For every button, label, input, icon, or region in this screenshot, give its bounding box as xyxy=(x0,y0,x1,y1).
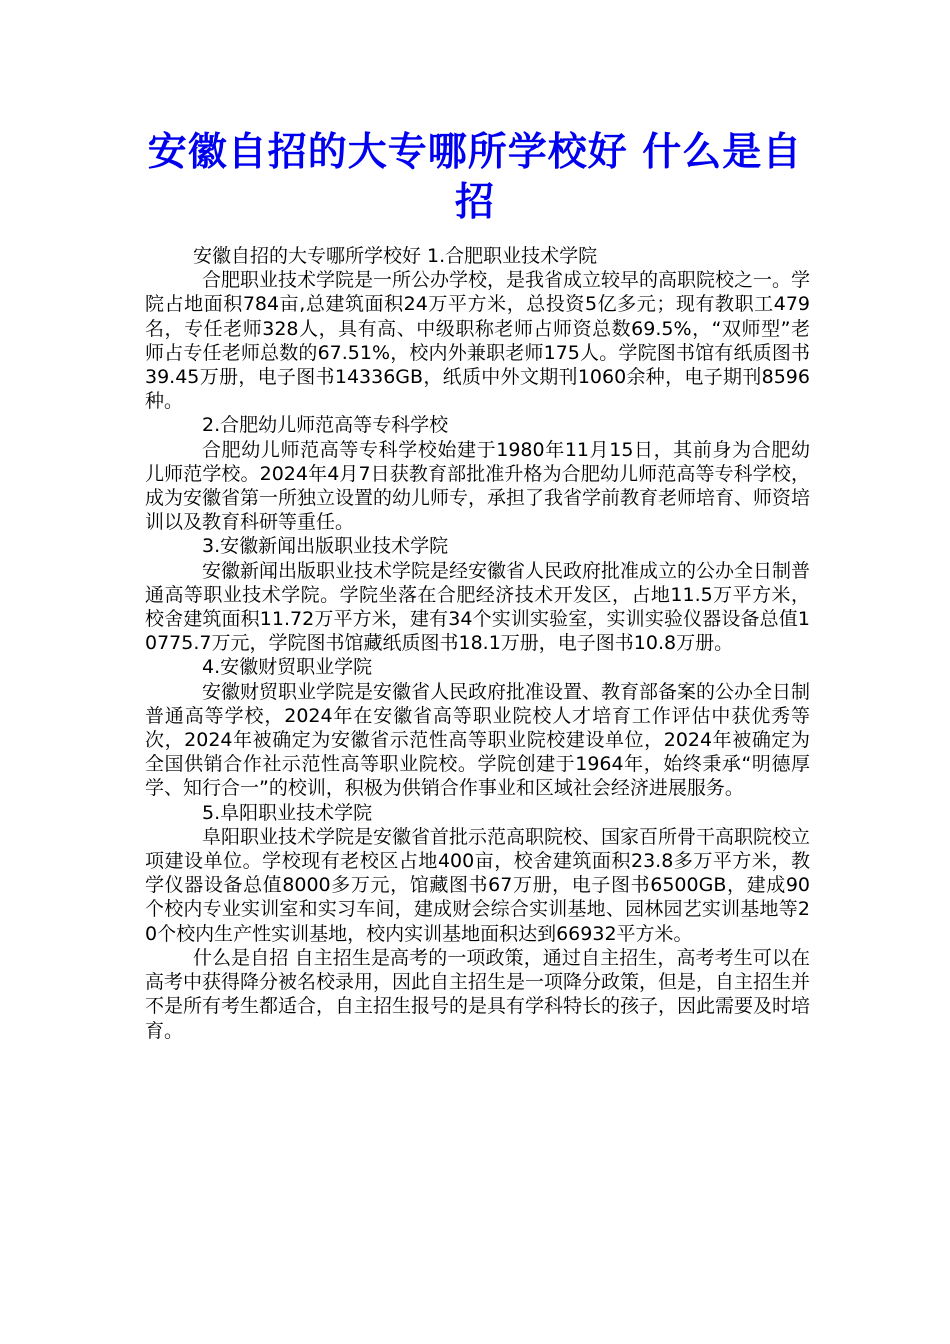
intro-line: 安徽自招的大专哪所学校好 1.合肥职业技术学院 xyxy=(193,245,598,267)
paragraph-school-2: 合肥幼儿师范高等专科学校始建于1980年11月15日，其前身为合肥幼儿师范学校。2024年4月7日获教育部批准升格为合肥幼儿师范高等专科学校，成为安徽省第一所独立设置的幼儿师专，承担了我省学前教育老师培育、师资培训以及教育科研等重任。 xyxy=(145,438,811,534)
document-body xyxy=(145,244,810,1043)
closing-paragraph: 什么是自招 自主招生是高考的一项政策，通过自主招生，高考考生可以在高考中获得降分被名校录用，因此自主招生是一项降分政策，但是，自主招生并不是所有考生都适合，自主招生报号的是具有学科特长的孩子，因此需要及时培育。 xyxy=(145,946,811,1042)
heading-school-3: 3.安徽新闻出版职业技术学院 xyxy=(202,535,449,558)
heading-school-4: 4.安徽财贸职业学院 xyxy=(202,656,373,679)
heading-school-5: 5.阜阳职业技术学院 xyxy=(202,801,373,824)
paragraph-school-3: 安徽新闻出版职业技术学院是经安徽省人民政府批准成立的公办全日制普通高等职业技术学院。学院坐落在合肥经济技术开发区，占地11.5万平方米，校舍建筑面积11.72万平方米，建有34个实训实验室，实训实验仪器设备总值10775.7万元，学院图书馆藏纸质图书18.1万册，电子图书10.8万册。 xyxy=(145,559,811,655)
paragraph-school-1: 合肥职业技术学院是一所公办学校，是我省成立较早的高职院校之一。学院占地面积784亩,总建筑面积24万平方米，总投资5亿多元；现有教职工479名，专任老师328人，具有高、中级职称老师占师资总数69.5%，“双师型”老师占专任老师总数的67.51%，校内外兼职老师175人。学院图书馆有纸质图书39.45万册，电子图书14336GB，纸质中外文期刊1060余种，电子期刊8596种。 xyxy=(145,269,811,413)
paragraph-school-5: 阜阳职业技术学院是安徽省首批示范高职院校、国家百所骨干高职院校立项建设单位。学校现有老校区占地400亩，校舍建筑面积23.8多万平方米，教学仪器设备总值8000多万元，馆藏图书67万册，电子图书6500GB，建成90个校内专业实训室和实习车间，建成财会综合实训基地、园林园艺实训基地等20个校内生产性实训基地，校内实训基地面积达到66932平方米。 xyxy=(145,825,811,945)
page-title: 安徽自招的大专哪所学校好 什么是自招 xyxy=(147,130,803,225)
paragraph-school-4: 安徽财贸职业学院是安徽省人民政府批准设置、教育部备案的公办全日制普通高等学校，2024年在安徽省高等职业院校人才培育工作评估中获优秀等次，2024年被确定为安徽省示范性高等职业院校建设单位，2024年被确定为全国供销合作社示范性高等职业院校。学院创建于1964年，始终秉承“明德厚学、知行合一”的校训，积极为供销合作事业和区域社会经济进展服务。 xyxy=(145,680,811,800)
heading-school-2: 2.合肥幼儿师范高等专科学校 xyxy=(202,414,449,437)
